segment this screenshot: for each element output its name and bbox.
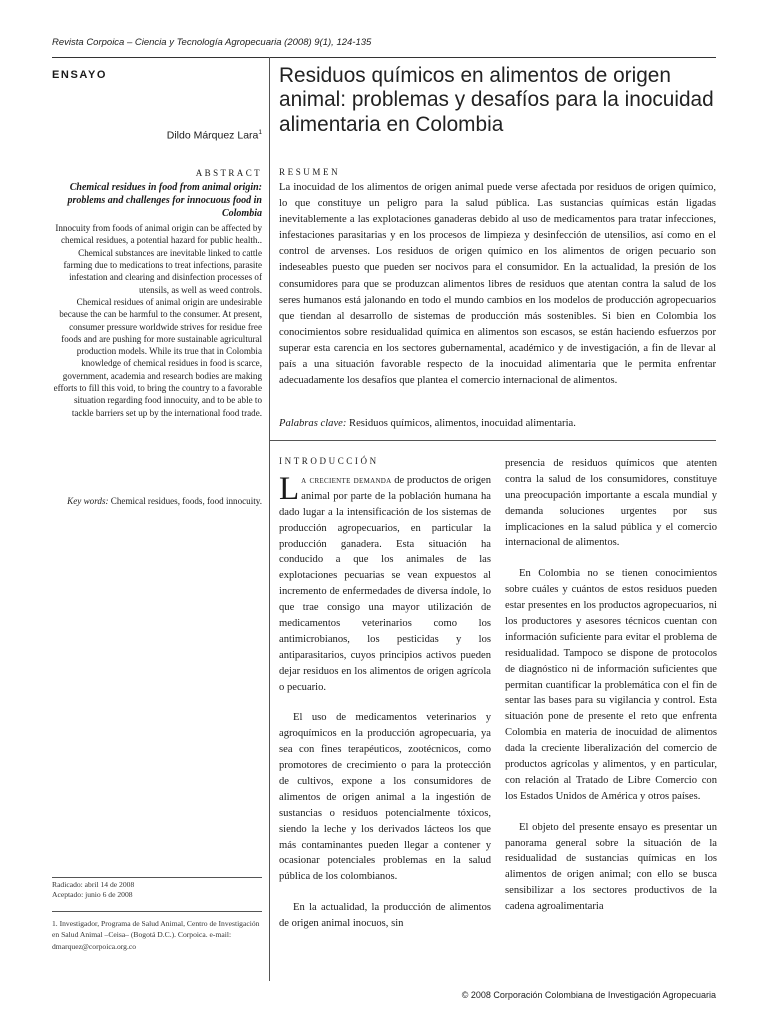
column-divider (269, 57, 270, 981)
dates-rule (52, 877, 262, 878)
journal-header: Revista Corpoica – Ciencia y Tecnología Agropecuaria (2008) 9(1), 124-135 (52, 37, 372, 48)
resumen-keywords-label: Palabras clave: (279, 418, 347, 429)
resumen-label: RESUMEN (279, 167, 341, 177)
resumen-keywords-text: Residuos químicos, alimentos, inocuidad alimentaria. (349, 418, 576, 429)
body-column-left (279, 473, 491, 947)
footnote-rule (52, 911, 262, 912)
intro-paragraph: En la actualidad, la producción de alimentos de origen animal inocuos, sin (279, 902, 491, 930)
abstract-body (52, 222, 262, 419)
submission-dates (52, 880, 134, 900)
author-footnote: 1. Investigador, Programa de Salud Animal, Centro de Investigación en Salud Animal –Ceisa– (Bogotá D.C.). Corpoica. e-mail: dmarquez@corpoica.org.co (52, 919, 260, 951)
abstract-keywords (52, 495, 262, 507)
resumen-body: La inocuidad de los alimentos de origen animal puede verse afectada por residuos de origen químico, lo que constituye un peligro para la salud pública. Las sustancias químicas están ligadas inevitablemente a las explotaciones ganaderas debido al uso de medicamentos para tratar infecciones, infestaciones parasitarias y en los procesos de limpieza y desinfección de utensilios, así como en el control de arvenses. Los residuos de origen químico en los alimentos de origen pecuario son indeseables puesto que pueden ser nocivos para el consumidor. En la actualidad, la presión de los consumidores para que se produzcan alimentos libres de residuos que atentan contra la salud de los seres humanos está jalonando en todo el mundo cambios en los modelos de producción agropecuarios que tiendan al desarrollo de sistemas de producción más sostenibles. Si bien en Colombia los conocimientos sobre residualidad química en alimentos son escasos, se están haciendo esfuerzos por superar esta carencia en los sectores gubernamental, académico y de investigación, a fin de llevar al país a una situación favorable respecto de la inocuidad alimentaria que le permita enfrentar adecuadamente los desafíos que plantea el comercio internacional de alimentos. (279, 182, 716, 387)
intro-paragraph-text: de productos de origen animal por parte de la población humana ha dado lugar a la intensificación de los sistemas de producción agropecuarios, en particular la producción ganadera. Esta situación ha conducido a que los animales de las explotaciones pecuarias se vean expuestos al incremento de enfermedades de diversa índole, lo que trae consigo una mayor utilización de medicamentos veterinarios como los antimicrobianos, los pesticidas y los antiparasitarios, cuyos principios activos pueden dejar residuos en los alimentos de origen agrícola o pecuario. (279, 475, 492, 693)
copyright-notice: © 2008 Corporación Colombiana de Investigación Agropecuaria (461, 990, 716, 1000)
abstract-keywords-label: Key words: (67, 496, 109, 506)
body-column-right (505, 456, 717, 930)
received-date: Radicado: abril 14 de 2008 (52, 880, 135, 889)
intro-label: INTRODUCCIÓN (279, 456, 379, 466)
section-label: ENSAYO (52, 69, 108, 81)
abstract-title: Chemical residues in food from animal origin: problems and challenges for innocuous food in Colombia (67, 182, 262, 219)
resumen-keywords (279, 418, 576, 429)
abstract-keywords-text: Chemical residues, foods, food innocuity. (110, 496, 262, 506)
abstract-paragraph: Chemical residues of animal origin are undesirable because the can be harmful to the consumer. At present, consumer pressure worldwide strives for residue free foods and are pushing for more sustainable agricultural production models. While its true that in Colombia knowledge of chemical residues in food is scarce, government, academia and research bodies are making efforts to fill this void, to bring the country to a favorable situation regarding food innocuity, and to be able to tackle barriers set up by the international food trade. (53, 296, 262, 418)
accepted-date: Aceptado: junio 6 de 2008 (52, 889, 133, 899)
intro-paragraph: El uso de medicamentos veterinarios y agroquímicos en la producción agropecuaria, ya sea con fines terapéuticos, zootécnicos, como promotores de crecimiento o para la protección de cultivos, expone a los consumidores de alimentos de origen animal a la ingestión de sustancias o residuos potencialmente tóxicos, siendo la leche y los derivados lácteos los que más contaminantes pueden llegar a contener y ocasionar potenciales problemas en la salud pública de los colombianos. (279, 712, 491, 883)
author-footnote-marker: 1 (258, 129, 262, 136)
intro-paragraph (279, 473, 491, 695)
author (52, 129, 262, 142)
author-name: Dildo Márquez Lara (166, 129, 259, 142)
abstract-label: ABSTRACT (195, 168, 262, 178)
abstract-paragraph: Innocuity from foods of animal origin can be affected by chemical residues, a potential hazard for public health.. Chemical substances are inevitable linked to cattle farming due to medications to treat infections, parasite infestation and clearing and disinfection processes of utensils, as well as weed controls. (55, 223, 262, 295)
top-rule (52, 57, 716, 58)
drop-cap: L (279, 471, 300, 507)
intro-paragraph: El objeto del presente ensayo es presentar un panorama general sobre la situación de la residualidad de sustancias químicas en los alimentos de origen animal; con ello se busca sensibilizar a los sectores productivos de la cadena agroalimentaria (505, 821, 717, 913)
section-rule (269, 440, 716, 441)
lead-smallcaps: a creciente demanda (301, 475, 392, 486)
article-title: Residuos químicos en alimentos de origen animal: problemas y desafíos para la inocuidad alimentaria en Colombia (279, 64, 714, 136)
intro-paragraph: presencia de residuos químicos que atenten contra la salud de los consumidores, constituye una preocupación importante a escala mundial y demanda soluciones urgentes por sus implicaciones en la salud pública y el comercio internacional de alimentos. (505, 458, 717, 549)
intro-paragraph: En Colombia no se tienen conocimientos sobre cuáles y cuántos de estos residuos pueden estar presentes en los productos agropecuarios, ni los productores y asesores técnicos cuentan con información suficiente para evitar el problema de residualidad. Tampoco se dispone de protocolos de diagnóstico ni de información suficientes que permitan cuantificar la problemática con el fin de sentar las bases para su vigilancia y control. Esta situación pone de presente el reto que enfrenta Colombia en materia de inocuidad de alimentos dada la creciente liberalización del comercio de productos agrícolas y alimentos, y en particular, con relación al Tratado de Libre Comercio con los Estados Unidos de América y otros países. (505, 568, 717, 802)
